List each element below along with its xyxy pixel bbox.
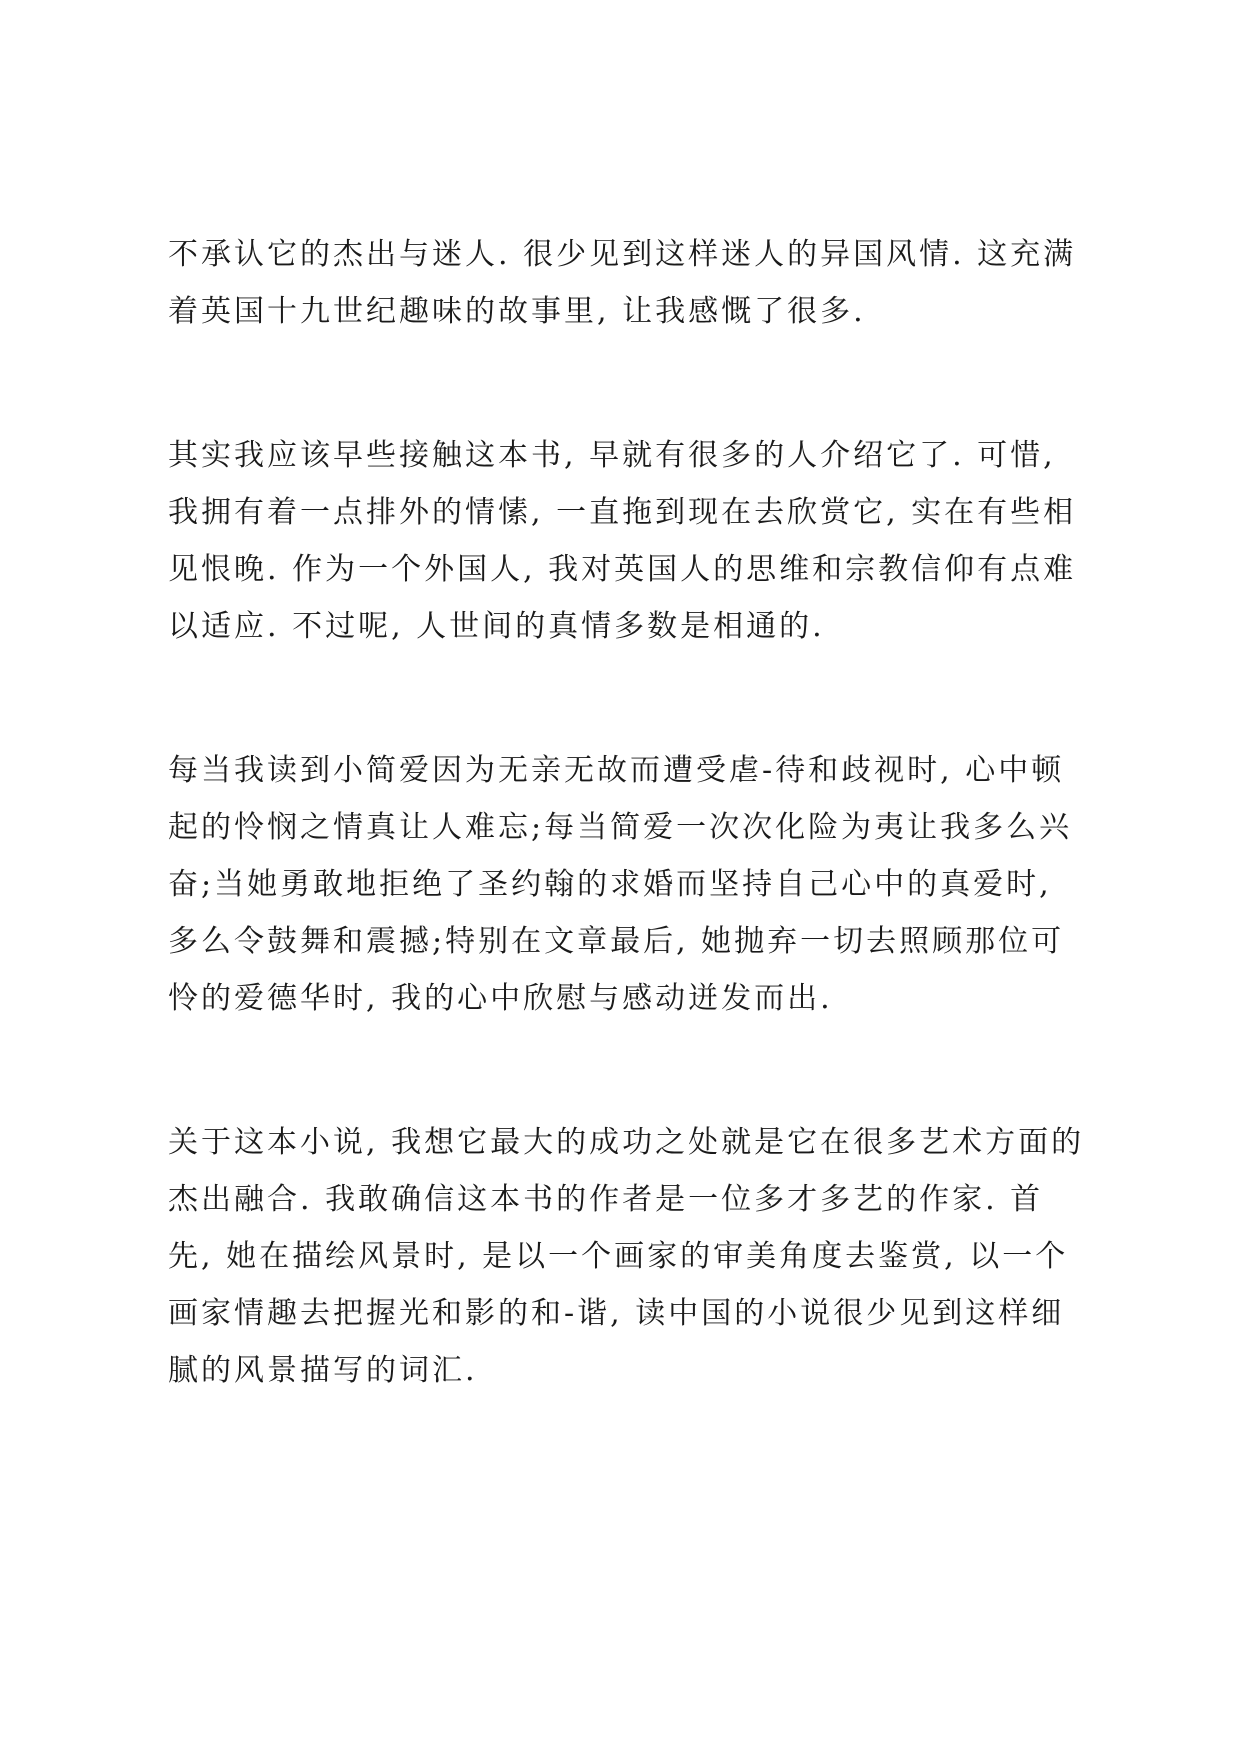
text-line: 先, 她在描绘风景时, 是以一个画家的审美角度去鉴赏, 以一个 [168,1239,1069,1274]
text-line: 着英国十九世纪趣味的故事里, 让我感慨了很多. [168,294,866,329]
document-body [168,226,1088,1486]
text-line: 不承认它的杰出与迷人. 很少见到这样迷人的异国风情. 这充满 [168,237,1077,272]
text-line: 画家情趣去把握光和影的和-谐, 读中国的小说很少见到这样细 [168,1296,1065,1331]
text-line: 杰出融合. 我敢确信这本书的作者是一位多才多艺的作家. 首 [168,1182,1044,1217]
text-line: 以适应. 不过呢, 人世间的真情多数是相通的. [168,609,825,644]
text-line: 每当我读到小简爱因为无亲无故而遭受虐-待和歧视时, 心中顿 [168,753,1065,788]
paragraph-2 [168,427,1088,655]
text-line: 见恨晚. 作为一个外国人, 我对英国人的思维和宗教信仰有点难 [168,552,1077,587]
text-line: 我拥有着一点排外的情愫, 一直拖到现在去欣赏它, 实在有些相 [168,495,1077,530]
text-line: 多么令鼓舞和震撼;特别在文章最后, 她抛弃一切去照顾那位可 [168,924,1065,959]
text-line: 其实我应该早些接触这本书, 早就有很多的人介绍它了. 可惜, [168,438,1056,473]
paragraph-3 [168,742,1088,1027]
text-line: 奋;当她勇敢地拒绝了圣约翰的求婚而坚持自己心中的真爱时, [168,867,1052,902]
text-line: 怜的爱德华时, 我的心中欣慰与感动迸发而出. [168,981,833,1016]
paragraph-1 [168,226,1088,340]
text-line: 腻的风景描写的词汇. [168,1353,478,1388]
paragraph-4 [168,1114,1088,1399]
text-line: 关于这本小说, 我想它最大的成功之处就是它在很多艺术方面的 [168,1125,1085,1160]
text-line: 起的怜悯之情真让人难忘;每当简爱一次次化险为夷让我多么兴 [168,810,1073,845]
